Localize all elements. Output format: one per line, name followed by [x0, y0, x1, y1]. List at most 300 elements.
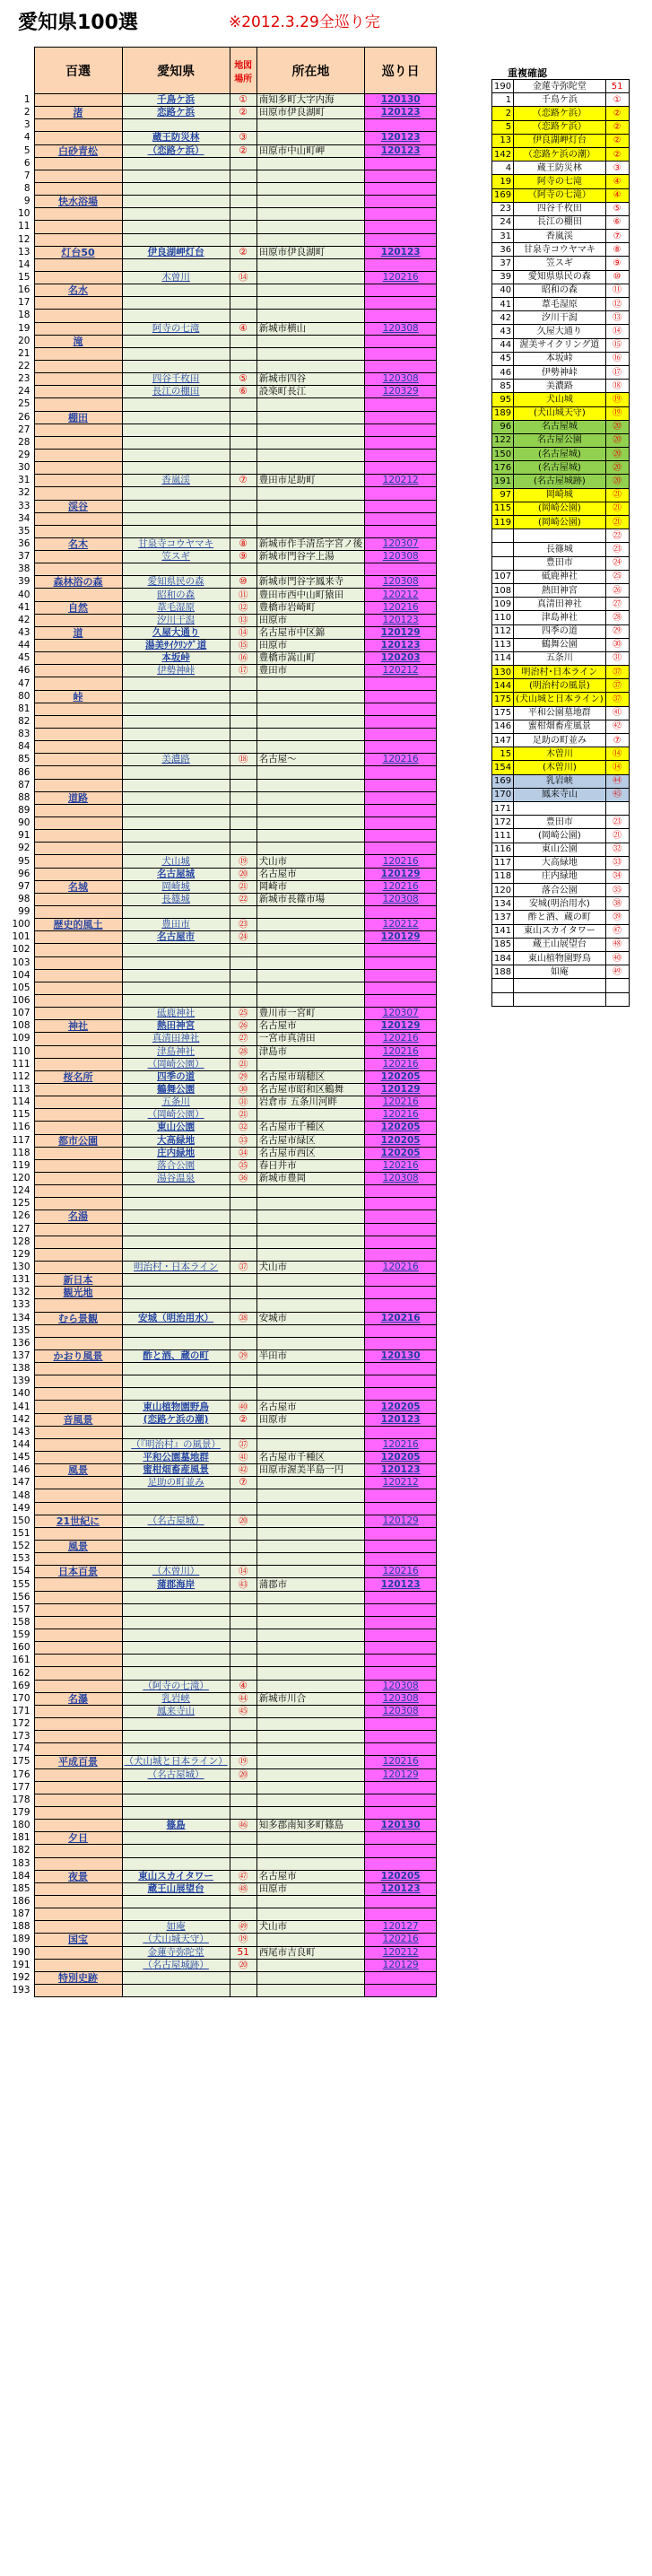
site-cell[interactable]: 四季の道	[122, 1070, 230, 1083]
visit-date-cell	[365, 196, 437, 208]
table-row	[0, 969, 437, 982]
visit-date-cell[interactable]: 120205	[365, 1070, 437, 1083]
location-cell	[256, 1845, 365, 1857]
site-cell[interactable]: 東山公園	[122, 1122, 230, 1134]
category-cell	[34, 1299, 122, 1312]
dup-name: (名古屋城)	[514, 448, 606, 461]
site-cell[interactable]: 汐川干潟	[122, 614, 230, 626]
visit-date-cell[interactable]: 120129	[365, 1959, 437, 1971]
table-row	[0, 1198, 437, 1210]
site-cell[interactable]: 乳岩峡	[122, 1692, 230, 1705]
row-number: 191	[12, 1959, 30, 1970]
location-cell	[256, 1642, 365, 1655]
visit-date-cell[interactable]: 120216	[365, 1033, 437, 1045]
site-cell[interactable]: 金蓮寺弥陀堂	[122, 1946, 230, 1959]
table-row	[0, 132, 437, 144]
map-marker-cell	[230, 1603, 256, 1616]
visit-date-cell	[365, 563, 437, 576]
site-cell[interactable]: （岡崎公園）	[122, 1058, 230, 1070]
visit-date-cell[interactable]: 120123	[365, 132, 437, 144]
location-cell	[256, 1629, 365, 1642]
location-cell	[256, 804, 365, 816]
row-number: 30	[18, 462, 30, 474]
map-marker-cell	[230, 119, 256, 132]
table-row	[0, 1452, 437, 1464]
site-cell[interactable]: 津島神社	[122, 1045, 230, 1058]
visit-date-cell	[365, 969, 437, 982]
visit-date-cell[interactable]: 120130	[365, 1820, 437, 1832]
table-row	[0, 1324, 437, 1337]
visit-date-cell[interactable]: 120130	[365, 94, 437, 107]
table-row	[0, 1541, 437, 1553]
site-cell[interactable]: 本坂峠	[122, 652, 230, 665]
dup-number: 169	[492, 188, 514, 202]
location-cell	[256, 170, 365, 182]
site-cell[interactable]: （名古屋城跡）	[122, 1959, 230, 1971]
site-cell[interactable]: 蒲郡海岸	[122, 1578, 230, 1591]
visit-date-cell[interactable]: 120205	[365, 1147, 437, 1159]
visit-date-cell	[365, 956, 437, 969]
visit-date-cell	[365, 1591, 437, 1603]
category-cell	[34, 1236, 122, 1248]
map-marker-cell	[230, 500, 256, 512]
visit-date-cell	[365, 310, 437, 322]
visit-date-cell[interactable]: 120216	[365, 1756, 437, 1768]
visit-date-cell[interactable]: 120212	[365, 589, 437, 601]
visit-date-cell[interactable]: 120123	[365, 1464, 437, 1477]
visit-date-cell[interactable]: 120216	[365, 1934, 437, 1946]
table-row	[0, 1616, 437, 1629]
row-number: 113	[12, 1084, 30, 1096]
map-marker-cell: ⑫	[230, 601, 256, 614]
category-cell	[34, 424, 122, 436]
site-cell[interactable]: 名古屋城	[122, 868, 230, 880]
dup-number: 116	[492, 843, 514, 856]
row-number: 144	[12, 1438, 30, 1450]
visit-date-cell[interactable]: 120129	[365, 626, 437, 639]
category-cell	[34, 1680, 122, 1692]
row-number: 141	[12, 1401, 30, 1412]
dup-name: 安城(明治用水)	[514, 897, 606, 911]
site-cell[interactable]: 安城（明治用水）	[122, 1312, 230, 1324]
visit-date-cell[interactable]: 120205	[365, 1870, 437, 1882]
row-number: 11	[18, 221, 30, 232]
row-number: 171	[12, 1705, 30, 1716]
site-cell[interactable]: 如庵	[122, 1921, 230, 1934]
table-row	[0, 284, 437, 297]
location-cell	[256, 1984, 365, 1996]
visit-date-cell	[365, 1426, 437, 1438]
row-number: 111	[12, 1058, 30, 1070]
visit-date-cell	[365, 703, 437, 715]
site-cell[interactable]: （犬山城天守）	[122, 1934, 230, 1946]
dup-number: 117	[492, 856, 514, 869]
row-number: 172	[12, 1718, 30, 1730]
location-cell	[256, 1502, 365, 1515]
dup-number: 172	[492, 816, 514, 829]
site-cell[interactable]: 久屋大通り	[122, 626, 230, 639]
visit-date-cell[interactable]: 120123	[365, 614, 437, 626]
site-cell[interactable]: 犬山城	[122, 855, 230, 868]
visit-date-cell[interactable]: 120216	[365, 880, 437, 893]
map-marker-cell	[230, 525, 256, 537]
visit-date-cell[interactable]: 120123	[365, 246, 437, 258]
site-cell	[122, 525, 230, 537]
site-cell[interactable]: 足助の町並み	[122, 1477, 230, 1489]
map-marker-cell: ⑳	[230, 868, 256, 880]
site-cell[interactable]: （犬山城と日本ライン）	[122, 1756, 230, 1768]
category-cell	[34, 1109, 122, 1122]
category-cell: 夜景	[34, 1870, 122, 1882]
visit-date-cell[interactable]: 120216	[365, 271, 437, 284]
visit-date-cell	[365, 208, 437, 221]
site-cell[interactable]: 東山スカイタワー	[122, 1870, 230, 1882]
dup-row	[492, 188, 630, 202]
location-cell	[256, 1934, 365, 1946]
location-cell	[256, 487, 365, 500]
visit-date-cell	[365, 1616, 437, 1629]
site-cell[interactable]: 落合公園	[122, 1159, 230, 1172]
site-cell[interactable]: 真清田神社	[122, 1033, 230, 1045]
visit-date-cell	[365, 1287, 437, 1299]
dup-row	[492, 230, 630, 243]
site-cell[interactable]: 砥鹿神社	[122, 1008, 230, 1020]
map-marker-cell	[230, 310, 256, 322]
site-cell[interactable]: 蔵王山展望台	[122, 1882, 230, 1895]
location-cell	[256, 703, 365, 715]
dup-number: 130	[492, 666, 514, 679]
table-row	[0, 386, 437, 398]
visit-date-cell[interactable]: 120130	[365, 1349, 437, 1362]
dup-number	[492, 979, 514, 992]
dup-marker: ㉑	[605, 488, 629, 502]
site-cell[interactable]: （名古屋城）	[122, 1768, 230, 1781]
site-cell[interactable]: 篠島	[122, 1820, 230, 1832]
site-cell[interactable]: 香嵐渓	[122, 475, 230, 487]
visit-date-cell[interactable]: 120307	[365, 537, 437, 550]
row-number: 151	[12, 1527, 30, 1539]
dup-row	[492, 651, 630, 665]
visit-date-cell[interactable]: 120308	[365, 1172, 437, 1184]
visit-date-cell[interactable]: 120212	[365, 1946, 437, 1959]
table-row	[0, 1718, 437, 1731]
site-cell[interactable]: (恋路ケ浜の潮)	[122, 1413, 230, 1426]
visit-date-cell[interactable]: 120216	[365, 1566, 437, 1578]
visit-date-cell[interactable]: 120308	[365, 373, 437, 386]
location-cell	[256, 411, 365, 424]
dup-number: 191	[492, 475, 514, 488]
table-row	[0, 1337, 437, 1349]
site-cell[interactable]: 長篠城	[122, 893, 230, 905]
site-cell[interactable]: 蜜柑畑畜産風景	[122, 1464, 230, 1477]
dup-marker: ⑩	[605, 270, 629, 284]
table-row	[0, 1096, 437, 1109]
site-cell	[122, 741, 230, 754]
dup-marker: ㊹	[605, 774, 629, 788]
site-cell	[122, 843, 230, 855]
location-cell	[256, 119, 365, 132]
site-cell[interactable]: 酢と酒、蔵の町	[122, 1349, 230, 1362]
row-number: 158	[12, 1616, 30, 1628]
site-cell[interactable]: 五条川	[122, 1096, 230, 1109]
category-cell	[34, 436, 122, 449]
site-cell	[122, 1248, 230, 1261]
table-row	[0, 919, 437, 931]
site-cell[interactable]: 阿寺の七滝	[122, 322, 230, 335]
site-cell	[122, 1198, 230, 1210]
visit-date-cell[interactable]: 120308	[365, 1692, 437, 1705]
dup-name: 豊田市	[514, 556, 606, 570]
dup-name: 庄内緑地	[514, 869, 606, 883]
table-row	[0, 335, 437, 347]
row-number: 25	[18, 398, 30, 410]
visit-date-cell	[365, 1553, 437, 1566]
site-cell	[122, 1794, 230, 1806]
table-row	[0, 1236, 437, 1248]
visit-date-cell[interactable]: 120216	[365, 1261, 437, 1273]
site-cell[interactable]: 笠スギ	[122, 551, 230, 563]
visit-date-cell[interactable]: 120308	[365, 1705, 437, 1717]
site-cell[interactable]: （岡崎公園）	[122, 1109, 230, 1122]
table-row	[0, 893, 437, 905]
visit-date-cell[interactable]: 120205	[365, 1122, 437, 1134]
visit-date-cell[interactable]: 120216	[365, 1312, 437, 1324]
site-cell[interactable]: 昭和の森	[122, 589, 230, 601]
category-cell	[34, 1857, 122, 1870]
site-cell[interactable]: 甘泉寺コウヤマキ	[122, 537, 230, 550]
site-cell[interactable]: （『明治村』の風景）	[122, 1438, 230, 1451]
table-row	[0, 1083, 437, 1096]
visit-date-cell[interactable]: 120129	[365, 1083, 437, 1096]
site-cell[interactable]: 豊田市	[122, 919, 230, 931]
location-cell: 名古屋市緑区	[256, 1134, 365, 1147]
visit-date-cell	[365, 1337, 437, 1349]
site-cell	[122, 411, 230, 424]
page-title: 愛知県100選	[18, 12, 138, 34]
site-cell	[122, 690, 230, 703]
dup-marker	[605, 992, 629, 1006]
category-cell	[34, 1185, 122, 1198]
visit-date-cell[interactable]: 120129	[365, 931, 437, 944]
visit-date-cell[interactable]: 120216	[365, 754, 437, 766]
visit-date-cell[interactable]: 120123	[365, 107, 437, 119]
completion-note: ※2012.3.29全巡り完	[229, 13, 380, 31]
row-number: 127	[12, 1223, 30, 1235]
visit-date-cell[interactable]: 120212	[365, 1477, 437, 1489]
map-marker-cell: ㊸	[230, 1578, 256, 1591]
site-cell[interactable]: 四谷千枚田	[122, 373, 230, 386]
visit-date-cell[interactable]: 120212	[365, 475, 437, 487]
visit-date-cell	[365, 258, 437, 271]
row-number: 29	[18, 450, 30, 460]
visit-date-cell[interactable]: 120123	[365, 1413, 437, 1426]
dup-number: 110	[492, 611, 514, 624]
site-cell[interactable]: 愛知県民の森	[122, 576, 230, 589]
site-cell[interactable]: 大高緑地	[122, 1134, 230, 1147]
map-marker-cell	[230, 182, 256, 195]
dup-marker: ㉔	[605, 556, 629, 570]
dup-row	[492, 270, 630, 284]
row-number: 21	[18, 347, 30, 359]
visit-date-cell[interactable]: 120205	[365, 1401, 437, 1413]
row-number: 174	[12, 1743, 30, 1755]
table-row	[0, 880, 437, 893]
visit-date-cell[interactable]: 120123	[365, 144, 437, 157]
map-marker-cell: ⑰	[230, 665, 256, 677]
visit-date-cell[interactable]: 120212	[365, 665, 437, 677]
visit-date-cell	[365, 1908, 437, 1921]
visit-date-cell[interactable]: 120127	[365, 1921, 437, 1934]
visit-date-cell[interactable]: 120123	[365, 1882, 437, 1895]
dup-marker: ⑳	[605, 448, 629, 461]
site-cell[interactable]: 伊良湖岬灯台	[122, 246, 230, 258]
location-cell: 新城市作手清岳字宮ノ後	[256, 537, 365, 550]
site-cell[interactable]: 千鳥ケ浜	[122, 94, 230, 107]
location-cell	[256, 1185, 365, 1198]
row-number: 161	[12, 1655, 30, 1666]
table-row	[0, 626, 437, 639]
dup-row	[492, 448, 630, 461]
table-row	[0, 665, 437, 677]
location-cell: 名古屋市昭和区鶴舞	[256, 1083, 365, 1096]
site-cell[interactable]: （名古屋城）	[122, 1515, 230, 1527]
visit-date-cell[interactable]: 120216	[365, 601, 437, 614]
visit-date-cell[interactable]: 120212	[365, 919, 437, 931]
visit-date-cell[interactable]: 120308	[365, 576, 437, 589]
table-row	[0, 1223, 437, 1236]
site-cell[interactable]: 恋路ケ浜	[122, 107, 230, 119]
map-marker-cell: ㊲	[230, 1261, 256, 1273]
site-cell	[122, 944, 230, 956]
site-cell[interactable]: 明治村・日本ライン	[122, 1261, 230, 1273]
table-row	[0, 1578, 437, 1591]
site-cell[interactable]: 湯美ｻｲｸﾘﾝｸﾞ道	[122, 640, 230, 652]
site-cell[interactable]: 熱田神宮	[122, 1020, 230, 1033]
site-cell[interactable]: 岡崎城	[122, 880, 230, 893]
dup-number: 97	[492, 488, 514, 502]
map-marker-cell: ⑯	[230, 652, 256, 665]
map-marker-cell	[230, 1718, 256, 1731]
visit-date-cell[interactable]: 120129	[365, 1515, 437, 1527]
dup-number: 46	[492, 365, 514, 379]
dup-marker: ㉙	[605, 624, 629, 638]
visit-date-cell[interactable]: 120308	[365, 322, 437, 335]
site-cell[interactable]: （恋路ケ浜）	[122, 144, 230, 157]
visit-date-cell[interactable]: 120203	[365, 652, 437, 665]
location-cell	[256, 1756, 365, 1768]
location-cell: 豊田市西中山町猿田	[256, 589, 365, 601]
location-cell	[256, 436, 365, 449]
dup-name: (明治村の風景)	[514, 679, 606, 693]
visit-date-cell[interactable]: 120205	[365, 1134, 437, 1147]
dup-row	[492, 325, 630, 338]
location-cell: 田原市伊良湖町	[256, 107, 365, 119]
site-cell	[122, 1185, 230, 1198]
visit-date-cell	[365, 791, 437, 804]
dup-row	[492, 461, 630, 475]
visit-date-cell[interactable]: 120216	[365, 1109, 437, 1122]
visit-date-cell[interactable]: 120216	[365, 1058, 437, 1070]
category-cell	[34, 868, 122, 880]
site-cell	[122, 1210, 230, 1223]
category-cell	[34, 449, 122, 461]
visit-date-cell[interactable]: 120129	[365, 868, 437, 880]
dup-name: 葦毛湿原	[514, 298, 606, 311]
site-cell[interactable]: （阿寺の七滝）	[122, 1680, 230, 1692]
category-cell: 特別史跡	[34, 1971, 122, 1984]
category-cell	[34, 1984, 122, 1996]
visit-date-cell	[365, 994, 437, 1007]
table-row	[0, 1109, 437, 1122]
map-marker-cell: ⑳	[230, 1959, 256, 1971]
site-cell[interactable]: 平和公園墓地群	[122, 1452, 230, 1464]
site-cell[interactable]: 鶴舞公園	[122, 1083, 230, 1096]
site-cell[interactable]: （木曽川）	[122, 1566, 230, 1578]
site-cell[interactable]: 庄内緑地	[122, 1147, 230, 1159]
location-cell: 春日井市	[256, 1159, 365, 1172]
site-cell[interactable]: 湯谷温泉	[122, 1172, 230, 1184]
site-cell[interactable]: 蔵王防災林	[122, 132, 230, 144]
category-cell	[34, 1616, 122, 1629]
site-cell[interactable]: 東山植物園野鳥	[122, 1401, 230, 1413]
dup-name: (犬山城と日本ライン)	[514, 693, 606, 706]
table-row	[0, 1553, 437, 1566]
table-row	[0, 1832, 437, 1845]
visit-date-cell[interactable]: 120308	[365, 1680, 437, 1692]
category-cell	[34, 1781, 122, 1794]
site-cell[interactable]: 葦毛湿原	[122, 601, 230, 614]
dup-marker: ③	[605, 162, 629, 175]
visit-date-cell[interactable]: 120129	[365, 1020, 437, 1033]
category-cell	[34, 360, 122, 372]
visit-date-cell[interactable]: 120308	[365, 551, 437, 563]
visit-date-cell[interactable]: 120216	[365, 855, 437, 868]
table-row	[0, 1921, 437, 1934]
visit-date-cell[interactable]: 120123	[365, 640, 437, 652]
visit-date-cell[interactable]: 120216	[365, 1159, 437, 1172]
site-cell	[122, 1743, 230, 1756]
visit-date-cell[interactable]: 120307	[365, 1008, 437, 1020]
visit-date-cell[interactable]: 120129	[365, 1768, 437, 1781]
site-cell[interactable]: 美濃路	[122, 754, 230, 766]
dup-name: (岡崎公園)	[514, 516, 606, 529]
visit-date-cell[interactable]: 120123	[365, 1578, 437, 1591]
visit-date-cell[interactable]: 120216	[365, 1096, 437, 1109]
site-cell[interactable]: 鳳来寺山	[122, 1705, 230, 1717]
table-row	[0, 1946, 437, 1959]
site-cell[interactable]: 伊勢神峠	[122, 665, 230, 677]
category-cell	[34, 855, 122, 868]
site-cell[interactable]: 木曽川	[122, 271, 230, 284]
dup-name: 津島神社	[514, 611, 606, 624]
visit-date-cell[interactable]: 120308	[365, 893, 437, 905]
visit-date-cell[interactable]: 120329	[365, 386, 437, 398]
site-cell[interactable]: 長江の棚田	[122, 386, 230, 398]
site-cell	[122, 1502, 230, 1515]
site-cell[interactable]: 名古屋市	[122, 931, 230, 944]
visit-date-cell[interactable]: 120216	[365, 1045, 437, 1058]
row-number: 169	[12, 1680, 30, 1691]
table-row	[0, 640, 437, 652]
map-marker-cell	[230, 1806, 256, 1819]
dup-marker: ⑭	[605, 747, 629, 761]
map-marker-cell	[230, 817, 256, 830]
category-cell	[34, 1731, 122, 1743]
visit-date-cell[interactable]: 120205	[365, 1452, 437, 1464]
visit-date-cell[interactable]: 120216	[365, 1438, 437, 1451]
location-cell	[256, 817, 365, 830]
category-cell	[34, 1426, 122, 1438]
